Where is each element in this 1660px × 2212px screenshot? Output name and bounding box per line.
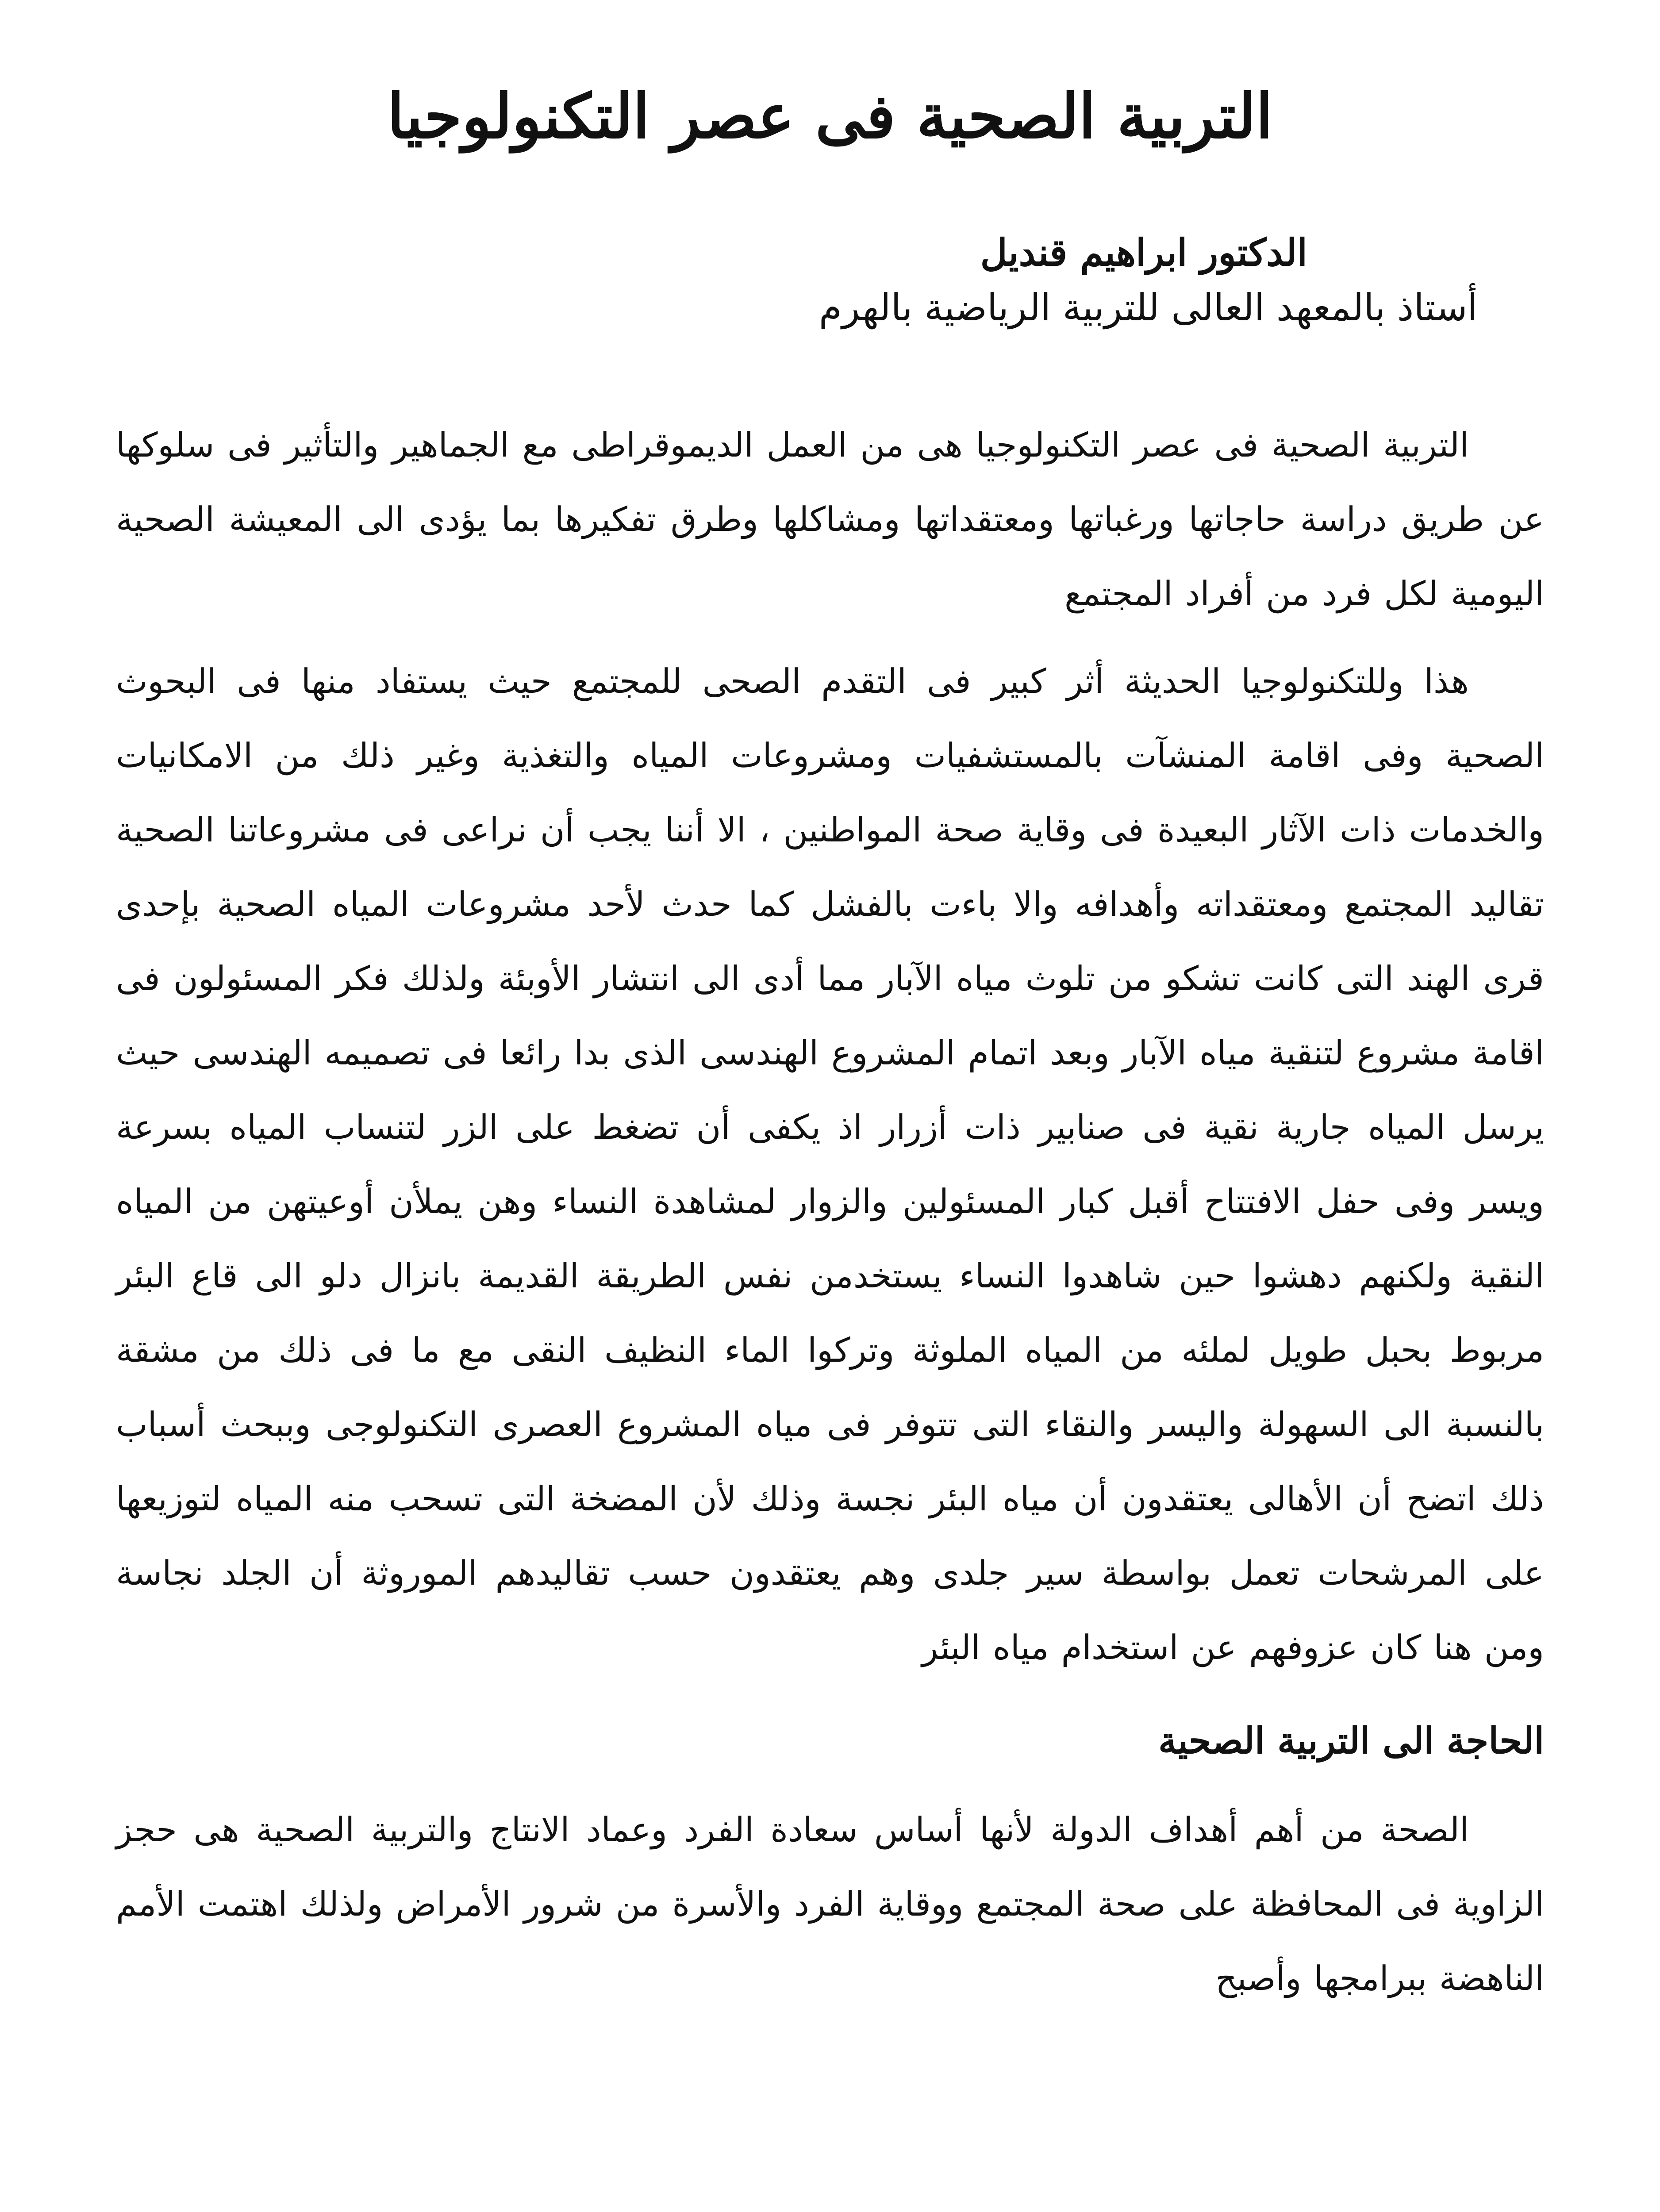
paragraph-health-need: الصحة من أهم أهداف الدولة لأنها أساس سعادة الفرد وعماد الانتاج والتربية الصحية هى حجز الزاوية فى المحافظة على صحة المجتمع ووقاية الفرد والأسرة من شرور الأمراض ولذلك اهتمت الأمم الناهضة ببرامجها وأصبح: [116, 1810, 1544, 1998]
paragraph-intro: التربية الصحية فى عصر التكنولوجيا هى من العمل الديموقراطى مع الجماهير والتأثير فى سلوكها عن طريق دراسة حاجاتها ورغباتها ومعتقداتها ومشاكلها وطرق تفكيرها بما يؤدى الى المعيشة الصحية اليومية لكل فرد من أفراد المجتمع: [116, 425, 1544, 613]
author-affiliation: أستاذ بالمعهد العالى للتربية الرياضية بالهرم: [818, 285, 1478, 329]
article-title: التربية الصحية فى عصر التكنولوجيا: [387, 80, 1273, 152]
author-name: الدكتور ابراهيم قنديل: [980, 230, 1307, 274]
paragraph-technology-example: هذا وللتكنولوجيا الحديثة أثر كبير فى التقدم الصحى للمجتمع حيث يستفاد منها فى البحوث الصحية وفى اقامة المنشآت بالمستشفيات ومشروعات المياه والتغذية وغير ذلك من الامكانيات والخدمات ذات الآثار البعيدة فى وقاية صحة المواطنين ، الا أننا يجب أن نراعى فى مشروعاتنا الصحية تقاليد المجتمع ومعتقداته وأهدافه والا باءت بالفشل كما حدث لأحد مشروعات المياه الصحية بإحدى قرى الهند التى كانت تشكو من تلوث مياه الآبار مما أدى الى انتشار الأوبئة ولذلك فكر المسئولون فى اقامة مشروع لتنقية مياه الآبار وبعد اتمام المشروع الهندسى الذى بدا رائعا فى تصميمه الهندسى حيث يرسل المياه جارية نقية فى صنابير ذات أزرار اذ يكفى أن تضغط على الزر لتنساب المياه بسرعة ويسر وفى حفل الافتتاح أقبل كبار المسئولين والزوار لمشاهدة النساء وهن يملأن أوعيتهن من المياه النقية ولكنهم دهشوا حين شاهدوا النساء يستخدمن نفس الطريقة القديمة بانزال دلو الى قاع البئر مربوط بحبل طويل لملئه من المياه الملوثة وتركوا الماء النظيف النقى مع ما فى ذلك من مشقة بالنسبة الى السهولة واليسر والنقاء التى تتوفر فى مياه المشروع العصرى التكنولوجى وببحث أسباب ذلك اتضح أن الأهالى يعتقدون أن مياه البئر نجسة وذلك لأن المضخة التى تسحب منه المياه لتوزيعها على المرشحات تعمل بواسطة سير جلدى وهم يعتقدون حسب تقاليدهم الموروثة أن الجلد نجاسة ومن هنا كان عزوفهم عن استخدام مياه البئر: [116, 661, 1544, 1667]
section-heading: الحاجة الى التربية الصحية: [1158, 1719, 1544, 1762]
